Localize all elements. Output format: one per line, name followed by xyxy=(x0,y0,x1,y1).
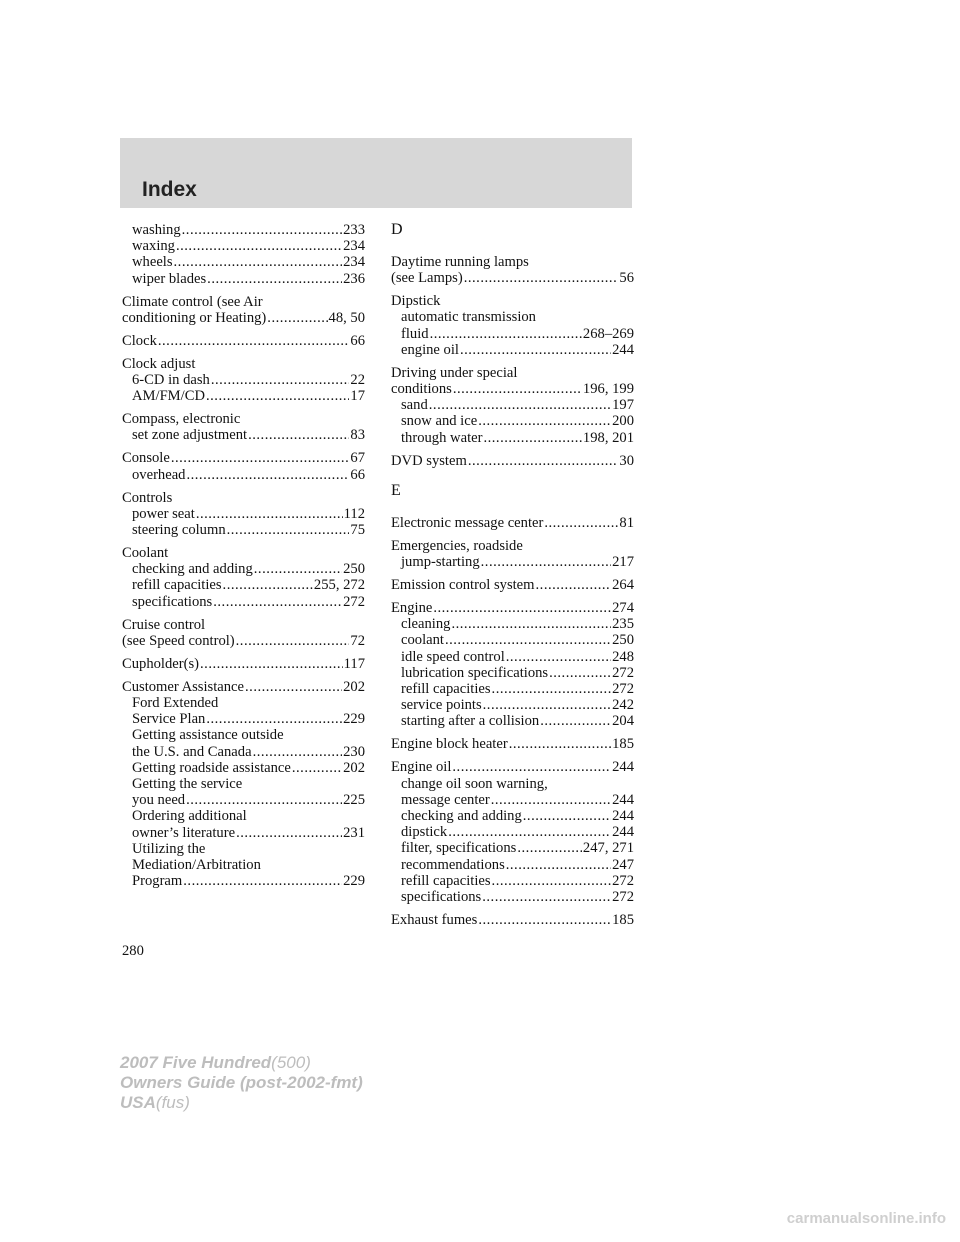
index-term xyxy=(391,577,634,593)
index-term xyxy=(122,656,365,672)
index-subentry xyxy=(391,413,634,429)
dot-leader xyxy=(506,857,611,873)
entry-text: through water xyxy=(401,429,483,446)
dot-leader xyxy=(549,665,611,681)
dot-leader xyxy=(430,326,582,342)
index-subentry xyxy=(122,506,365,522)
index-subentry xyxy=(122,222,365,238)
index-term xyxy=(391,293,634,309)
index-subentry xyxy=(122,841,365,857)
index-subentry xyxy=(122,857,365,873)
index-term xyxy=(122,490,365,506)
index-subentry xyxy=(122,760,365,776)
index-subentry xyxy=(391,632,634,648)
entry-text: specifications xyxy=(401,889,482,906)
index-entry xyxy=(122,656,365,672)
index-term xyxy=(122,411,365,427)
dot-leader xyxy=(429,397,611,413)
index-subentry xyxy=(122,711,365,727)
index-subentry xyxy=(391,776,634,792)
entry-text: Console xyxy=(122,450,170,467)
entry-text: Service Plan xyxy=(132,711,206,728)
entry-text: recommendations xyxy=(401,856,505,873)
dot-leader xyxy=(506,649,611,665)
index-entry xyxy=(122,490,365,539)
page-reference: 244 xyxy=(612,759,634,776)
index-term xyxy=(391,600,634,616)
index-term xyxy=(122,617,365,633)
dot-leader xyxy=(481,554,611,570)
dot-leader xyxy=(452,759,611,775)
dot-leader xyxy=(544,515,618,531)
page-reference: 229 xyxy=(343,711,365,728)
footer-region-code: (fus) xyxy=(155,1093,190,1112)
dot-leader xyxy=(509,736,611,752)
entry-text: DVD system xyxy=(391,452,467,469)
index-column-left xyxy=(122,222,365,896)
page-reference: 75 xyxy=(350,522,365,539)
dot-leader xyxy=(492,681,612,697)
page-reference: 247, 271 xyxy=(582,840,634,857)
page-reference: 231 xyxy=(343,824,365,841)
dot-leader xyxy=(236,633,350,649)
entry-text: 6-CD in dash xyxy=(132,372,210,389)
index-header-bar xyxy=(120,138,632,208)
index-entry xyxy=(391,600,634,730)
dot-leader xyxy=(248,427,349,443)
dot-leader xyxy=(196,506,343,522)
page-reference: 200 xyxy=(612,413,634,430)
index-subentry xyxy=(122,271,365,287)
entry-text: Clock xyxy=(122,332,157,349)
page-reference: 225 xyxy=(343,792,365,809)
index-term xyxy=(391,538,634,554)
entry-text: you need xyxy=(132,792,186,809)
page-reference: 255, 272 xyxy=(313,577,365,594)
index-subentry xyxy=(122,744,365,760)
dot-leader xyxy=(483,697,611,713)
entry-text: Program xyxy=(132,873,183,890)
section-letter: D xyxy=(391,221,403,238)
index-subentry xyxy=(391,697,634,713)
entry-text: Driving under special xyxy=(391,364,518,381)
dot-leader xyxy=(253,744,343,760)
index-entry xyxy=(122,679,365,890)
dot-leader xyxy=(211,372,350,388)
entry-text: engine oil xyxy=(401,341,459,358)
entry-text: Ordering additional xyxy=(132,808,247,825)
page-reference: 197 xyxy=(612,397,634,414)
index-subentry xyxy=(391,857,634,873)
entry-text: Coolant xyxy=(122,545,169,562)
page-reference: 233 xyxy=(343,222,365,238)
dot-leader xyxy=(227,522,350,538)
dot-leader xyxy=(478,912,611,928)
index-subentry xyxy=(122,776,365,792)
index-entry xyxy=(122,333,365,349)
entry-text: lubrication specifications xyxy=(401,664,549,681)
entry-text: automatic transmission xyxy=(401,309,536,326)
page-reference: 272 xyxy=(612,664,634,681)
index-subentry xyxy=(391,792,634,808)
dot-leader xyxy=(245,679,342,695)
index-term xyxy=(391,515,634,531)
entry-text: refill capacities xyxy=(401,681,491,698)
entry-text: Controls xyxy=(122,489,173,506)
index-subentry xyxy=(391,326,634,342)
entry-text: Utilizing the xyxy=(132,840,206,857)
dot-leader xyxy=(491,792,611,808)
page-reference: 264 xyxy=(612,577,634,594)
entry-text: owner’s literature xyxy=(132,824,236,841)
entry-text: the U.S. and Canada xyxy=(132,743,252,760)
index-term xyxy=(122,294,365,310)
page-reference: 230 xyxy=(343,743,365,760)
index-subentry xyxy=(122,427,365,443)
page-reference: 67 xyxy=(350,450,365,467)
entry-text: Dipstick xyxy=(391,293,441,310)
dot-leader xyxy=(292,760,342,776)
index-subentry xyxy=(122,372,365,388)
index-subentry xyxy=(122,695,365,711)
page-reference: 185 xyxy=(612,912,634,929)
page-reference: 272 xyxy=(612,889,634,906)
dot-leader xyxy=(536,577,612,593)
dot-leader xyxy=(464,270,619,286)
index-subentry xyxy=(391,824,634,840)
dot-leader xyxy=(171,450,350,466)
dot-leader xyxy=(482,889,611,905)
page-reference: 229 xyxy=(343,873,365,890)
entry-text: change oil soon warning, xyxy=(401,775,548,792)
entry-text: Exhaust fumes xyxy=(391,912,478,929)
index-subentry xyxy=(122,577,365,593)
index-term xyxy=(391,736,634,752)
dot-leader xyxy=(183,873,342,889)
page-reference: 217 xyxy=(612,554,634,571)
index-entry xyxy=(391,293,634,358)
entry-text: Ford Extended xyxy=(132,695,219,712)
footer-model-code: (500) xyxy=(271,1053,311,1072)
page-reference: 56 xyxy=(619,270,634,287)
entry-text: steering column xyxy=(132,522,226,539)
page-reference: 81 xyxy=(619,514,634,531)
entry-text: specifications xyxy=(132,593,213,610)
page-reference: 83 xyxy=(350,427,365,444)
page-reference: 72 xyxy=(350,632,365,649)
dot-leader xyxy=(468,453,619,469)
page-reference: 112 xyxy=(343,505,365,522)
index-subentry xyxy=(391,665,634,681)
entry-text: waxing xyxy=(132,238,175,255)
index-entry xyxy=(122,356,365,405)
index-subentry xyxy=(391,649,634,665)
index-term xyxy=(122,450,365,466)
index-subentry xyxy=(122,522,365,538)
page-title: Index xyxy=(142,178,197,201)
entry-text: Engine block heater xyxy=(391,736,508,753)
index-subentry xyxy=(122,808,365,824)
index-entry xyxy=(122,545,365,610)
index-subentry xyxy=(122,238,365,254)
index-subentry xyxy=(391,554,634,570)
index-column-right xyxy=(391,222,634,935)
dot-leader xyxy=(445,632,611,648)
dot-leader xyxy=(453,381,582,397)
entry-text: set zone adjustment xyxy=(132,427,248,444)
entry-text: fluid xyxy=(401,325,429,342)
page-reference: 272 xyxy=(612,681,634,698)
entry-text: message center xyxy=(401,791,490,808)
page-reference: 236 xyxy=(343,270,365,287)
entry-text: AM/FM/CD xyxy=(132,388,205,405)
page-reference: 204 xyxy=(612,713,634,730)
entry-text: refill capacities xyxy=(401,872,491,889)
index-subentry xyxy=(122,561,365,577)
entry-text: wheels xyxy=(132,254,173,271)
entry-text: filter, specifications xyxy=(401,840,517,857)
dot-leader xyxy=(186,792,342,808)
entry-text: cleaning xyxy=(401,616,451,633)
index-term xyxy=(391,912,634,928)
page-reference: 22 xyxy=(350,372,365,389)
page-reference: 244 xyxy=(612,824,634,841)
footer-model: 2007 Five Hundred xyxy=(120,1053,272,1072)
dot-leader xyxy=(478,413,611,429)
dot-leader xyxy=(267,310,327,326)
entry-text: jump-starting xyxy=(401,554,480,571)
dot-leader xyxy=(186,467,349,483)
index-term xyxy=(122,333,365,349)
dot-leader xyxy=(254,561,342,577)
entry-text: sand xyxy=(401,397,428,414)
page-reference: 268–269 xyxy=(582,325,634,342)
entry-text: Engine oil xyxy=(391,759,452,776)
index-term xyxy=(391,759,634,775)
index-subentry xyxy=(391,616,634,632)
entry-text: Getting the service xyxy=(132,776,243,793)
dot-leader xyxy=(460,342,611,358)
index-term xyxy=(391,270,634,286)
footer-guide: Owners Guide (post-2002-fmt) xyxy=(120,1073,363,1092)
page-reference: 250 xyxy=(612,632,634,649)
dot-leader xyxy=(517,840,582,856)
index-subentry xyxy=(391,713,634,729)
index-term xyxy=(122,545,365,561)
index-entry xyxy=(391,912,634,928)
index-term xyxy=(391,254,634,270)
document-footer xyxy=(120,1053,363,1113)
page-reference: 250 xyxy=(343,561,365,578)
index-entry xyxy=(122,294,365,326)
entry-text: Daytime running lamps xyxy=(391,254,529,270)
watermark: carmanualsonline.info xyxy=(786,1210,946,1227)
entry-text: dipstick xyxy=(401,824,448,841)
dot-leader xyxy=(451,616,611,632)
page-reference: 202 xyxy=(343,759,365,776)
page-reference: 30 xyxy=(619,452,634,469)
index-subentry xyxy=(391,873,634,889)
dot-leader xyxy=(176,238,342,254)
index-entry xyxy=(391,736,634,752)
dot-leader xyxy=(158,333,350,349)
index-term xyxy=(391,365,634,381)
index-subentry xyxy=(391,309,634,325)
index-entry xyxy=(122,222,365,287)
index-term xyxy=(391,453,634,469)
page-reference: 17 xyxy=(350,388,365,405)
page-reference: 244 xyxy=(612,341,634,358)
dot-leader xyxy=(206,711,342,727)
entry-text: Compass, electronic xyxy=(122,411,241,428)
page-reference: 66 xyxy=(350,466,365,483)
index-term xyxy=(122,356,365,372)
index-subentry xyxy=(391,840,634,856)
entry-text: power seat xyxy=(132,505,195,522)
page-reference: 247 xyxy=(612,856,634,873)
dot-leader xyxy=(223,577,313,593)
entry-text: Cupholder(s) xyxy=(122,655,200,672)
entry-text: Electronic message center xyxy=(391,514,544,531)
dot-leader xyxy=(433,600,611,616)
index-subentry xyxy=(391,397,634,413)
index-entry xyxy=(122,411,365,443)
dot-leader xyxy=(448,824,611,840)
index-subentry xyxy=(122,873,365,889)
entry-text: Emergencies, roadside xyxy=(391,537,523,554)
entry-text: Cruise control xyxy=(122,616,206,633)
index-entry xyxy=(391,538,634,570)
page-reference: 198, 201 xyxy=(582,429,634,446)
page-reference: 272 xyxy=(612,872,634,889)
index-subentry xyxy=(391,342,634,358)
dot-leader xyxy=(206,388,349,404)
index-entry xyxy=(391,759,634,905)
dot-leader xyxy=(492,873,612,889)
entry-text: idle speed control xyxy=(401,648,505,665)
index-subentry xyxy=(122,467,365,483)
index-subentry xyxy=(391,808,634,824)
entry-text: Emission control system xyxy=(391,577,535,594)
index-subentry xyxy=(122,727,365,743)
page-reference: 66 xyxy=(350,332,365,349)
entry-text: starting after a collision xyxy=(401,713,540,730)
page-reference: 185 xyxy=(612,736,634,753)
page-reference: 117 xyxy=(343,655,365,672)
page-reference: 234 xyxy=(343,238,365,255)
page-reference: 48, 50 xyxy=(328,309,365,326)
dot-leader xyxy=(174,254,343,270)
entry-text: coolant xyxy=(401,632,444,649)
entry-text: Getting assistance outside xyxy=(132,727,284,744)
dot-leader xyxy=(207,271,342,287)
entry-text: Clock adjust xyxy=(122,355,196,372)
entry-text: conditioning or Heating) xyxy=(122,309,267,326)
section-letter: E xyxy=(391,481,401,499)
entry-text: snow and ice xyxy=(401,413,478,430)
page-reference: 244 xyxy=(612,808,634,825)
index-term xyxy=(122,310,365,326)
index-subentry xyxy=(122,254,365,270)
page-reference: 235 xyxy=(612,616,634,633)
index-subentry xyxy=(122,792,365,808)
index-entry xyxy=(391,254,634,286)
dot-leader xyxy=(200,656,343,672)
entry-text: refill capacities xyxy=(132,577,222,594)
entry-text: checking and adding xyxy=(132,561,253,578)
index-entry xyxy=(391,453,634,469)
entry-text: Engine xyxy=(391,600,433,617)
entry-text: washing xyxy=(132,222,181,238)
entry-text: overhead xyxy=(132,466,186,483)
page-reference: 248 xyxy=(612,648,634,665)
page-number: 280 xyxy=(122,943,144,959)
dot-leader xyxy=(483,430,581,446)
entry-text: (see Lamps) xyxy=(391,270,463,287)
index-term xyxy=(122,633,365,649)
index-entry xyxy=(391,515,634,531)
index-term xyxy=(391,381,634,397)
dot-leader xyxy=(213,594,342,610)
page-reference: 196, 199 xyxy=(582,381,634,398)
index-entry xyxy=(122,617,365,649)
entry-text: wiper blades xyxy=(132,270,207,287)
entry-text: Climate control (see Air xyxy=(122,293,263,310)
dot-leader xyxy=(182,222,342,238)
page-reference: 272 xyxy=(343,593,365,610)
page-reference: 202 xyxy=(343,678,365,695)
entry-text: Customer Assistance xyxy=(122,678,245,695)
index-subentry xyxy=(391,430,634,446)
entry-text: conditions xyxy=(391,381,452,398)
index-subentry xyxy=(122,388,365,404)
index-subentry xyxy=(391,889,634,905)
entry-text: (see Speed control) xyxy=(122,632,235,649)
index-subentry xyxy=(122,594,365,610)
dot-leader xyxy=(236,825,342,841)
page-reference: 234 xyxy=(343,254,365,271)
index-entry xyxy=(391,577,634,593)
index-term xyxy=(122,679,365,695)
entry-text: checking and adding xyxy=(401,808,522,825)
dot-leader xyxy=(523,808,611,824)
footer-region: USA xyxy=(120,1093,156,1112)
index-entry xyxy=(391,365,634,446)
page-reference: 242 xyxy=(612,697,634,714)
page-reference: 274 xyxy=(612,600,634,617)
entry-text: service points xyxy=(401,697,482,714)
page-reference: 244 xyxy=(612,791,634,808)
index-subentry xyxy=(122,825,365,841)
entry-text: Getting roadside assistance xyxy=(132,759,291,776)
index-subentry xyxy=(391,681,634,697)
dot-leader xyxy=(540,713,611,729)
index-entry xyxy=(122,450,365,482)
entry-text: Mediation/Arbitration xyxy=(132,857,261,874)
